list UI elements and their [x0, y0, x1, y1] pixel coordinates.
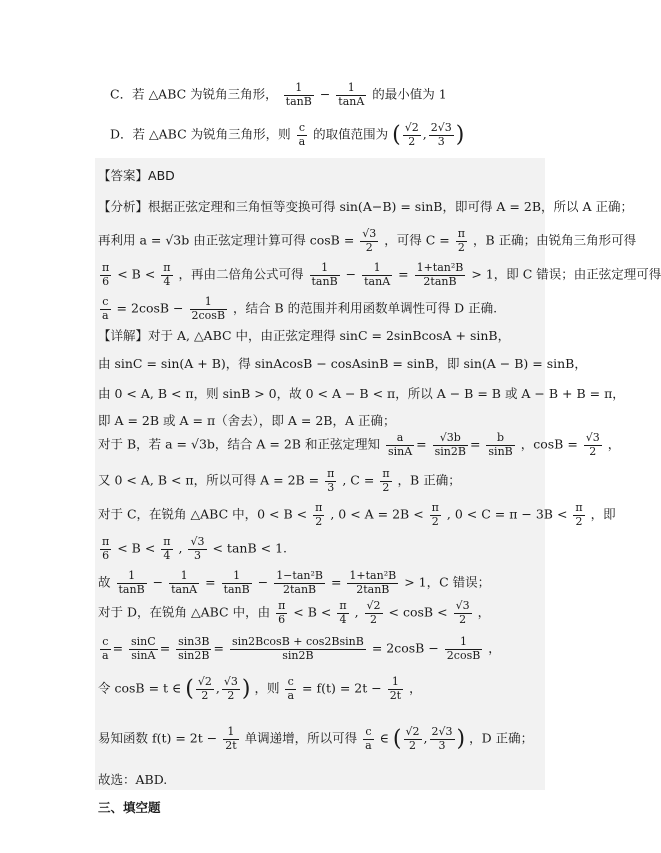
analysis-line-3: $\frac{\pi}{6}$ < B < $\frac{\pi}{4}$ ，再由二倍角公式可得 $\frac{1}{\tan B}$ − $\frac{1}{\tan A}$ = $\frac{\text{1+tan²B}}{2\tan B}$ > 1，即 C 错误；由正弦定理可得 — [102, 261, 661, 288]
fraction: $\frac{1}{\tan B}$ — [285, 81, 312, 108]
detail-line-4: 即 A = 2B 或 A = π（舍去），即 A = 2B，A 正确； — [98, 413, 396, 428]
fraction: $\frac{2√3}{3}$ — [430, 121, 452, 148]
detail-line-11: $\frac{c}{a}$ = $\frac{\sin C}{\sin A}$ = $\frac{\sin 3B}{\sin 2B}$ = $\frac{\sin 2BcosB + \cos 2BsinB}{\sin 2B}$ = 2cosB − $\frac{1}{2\cos B}$ ， — [102, 635, 501, 662]
detail-line-6: 又 0 < A, B < π，所以可得 A = 2B = $\frac{\pi}{3}$ , C = $\frac{\pi}{2}$ ，B 正确； — [98, 467, 461, 494]
detail-line-8: $\frac{\pi}{6}$ < B < $\frac{\pi}{4}$ , $\frac{√3}{3}$ < tanB < 1. — [102, 535, 287, 562]
option-d: D．若 △ABC 为锐角三角形，则 $\frac{c}{a}$ 的取值范围为 ( $\frac{√2}{2}$ , $\frac{2√3}{3}$ ) — [110, 121, 465, 148]
detail-line-2: 由 sinC = sin(A + B)，得 sinAcosB − cosAsinB = sinB，即 sin(A − B) = sinB， — [98, 356, 587, 371]
fraction: $\frac{c}{a}$ — [298, 121, 306, 148]
fraction: $\frac{1}{\tan A}$ — [338, 81, 365, 108]
detail-line-12: 令 cosB = t ∈ ( $\frac{√2}{2}$ , $\frac{√3}{2}$ ) ，则 $\frac{c}{a}$ = f(t) = 2t − $\frac{1}{2t}$ ， — [98, 675, 422, 702]
analysis-line-4: $\frac{c}{a}$ = 2cosB − $\frac{1}{2\cos B}$ ，结合 B 的范围并利用函数单调性可得 D 正确. — [102, 295, 498, 322]
analysis-line-2: 再利用 a = √3b 由正弦定理计算可得 cosB = $\frac{√3}{2}$ ，可得 C = $\frac{\pi}{2}$ ，B 正确；由锐角三角形可得 — [98, 227, 637, 254]
option-c: C．若 △ABC 为锐角三角形， $\frac{1}{\tan B}$ − $\frac{1}{\tan A}$ 的最小值为 1 — [110, 81, 447, 108]
detail-line-7: 对于 C，在锐角 △ABC 中，0 < B < $\frac{\pi}{2}$ , 0 < A = 2B < $\frac{\pi}{2}$ , 0 < C = π − 3B < $\frac{\pi}{2}$ ，即 — [98, 501, 616, 528]
fraction: $\frac{√2}{2}$ — [404, 121, 419, 148]
answer-line: 【答案】ABD — [98, 168, 175, 183]
analysis-line-1: 【分析】根据正弦定理和三角恒等变换可得 sin(A−B) = sinB，即可得 A = 2B，所以 A 正确； — [98, 199, 633, 214]
detail-line-14: 故选：ABD. — [98, 772, 168, 787]
detail-line-10: 对于 D，在锐角 △ABC 中，由 $\frac{\pi}{6}$ < B < $\frac{\pi}{4}$ , $\frac{√2}{2}$ < cosB < $\frac{√3}{2}$ ， — [98, 599, 491, 626]
detail-line-13: 易知函数 f(t) = 2t − $\frac{1}{2t}$ 单调递增，所以可得 $\frac{c}{a}$ ∈ ( $\frac{√2}{2}$ , $\frac{2√3}{3}$ ) ，D 正确； — [98, 725, 534, 752]
detail-line-1: 【详解】对于 A, △ABC 中，由正弦定理得 sinC = 2sinBcosA + sinB， — [98, 328, 511, 343]
detail-line-5: 对于 B，若 a = √3b，结合 A = 2B 和正弦定理知 $\frac{a}{\sin A}$ = $\frac{√3b}{\sin 2B}$ = $\frac{b}{\sin B}$ ，cosB = $\frac{√3}{2}$ ， — [98, 431, 621, 458]
section-title: 三、填空题 — [98, 800, 161, 815]
detail-line-9: 故 $\frac{1}{\tan B}$ − $\frac{1}{\tan A}$ = $\frac{1}{\tan B}$ − $\frac{\text{1−tan²B}}{2\tan B}$ = $\frac{\text{1+tan²B}}{2\tan B}$ > 1，C 错误； — [98, 569, 491, 596]
detail-line-3: 由 0 < A, B < π，则 sinB > 0，故 0 < A − B < π，所以 A − B = B 或 A − B + B = π， — [98, 386, 625, 401]
